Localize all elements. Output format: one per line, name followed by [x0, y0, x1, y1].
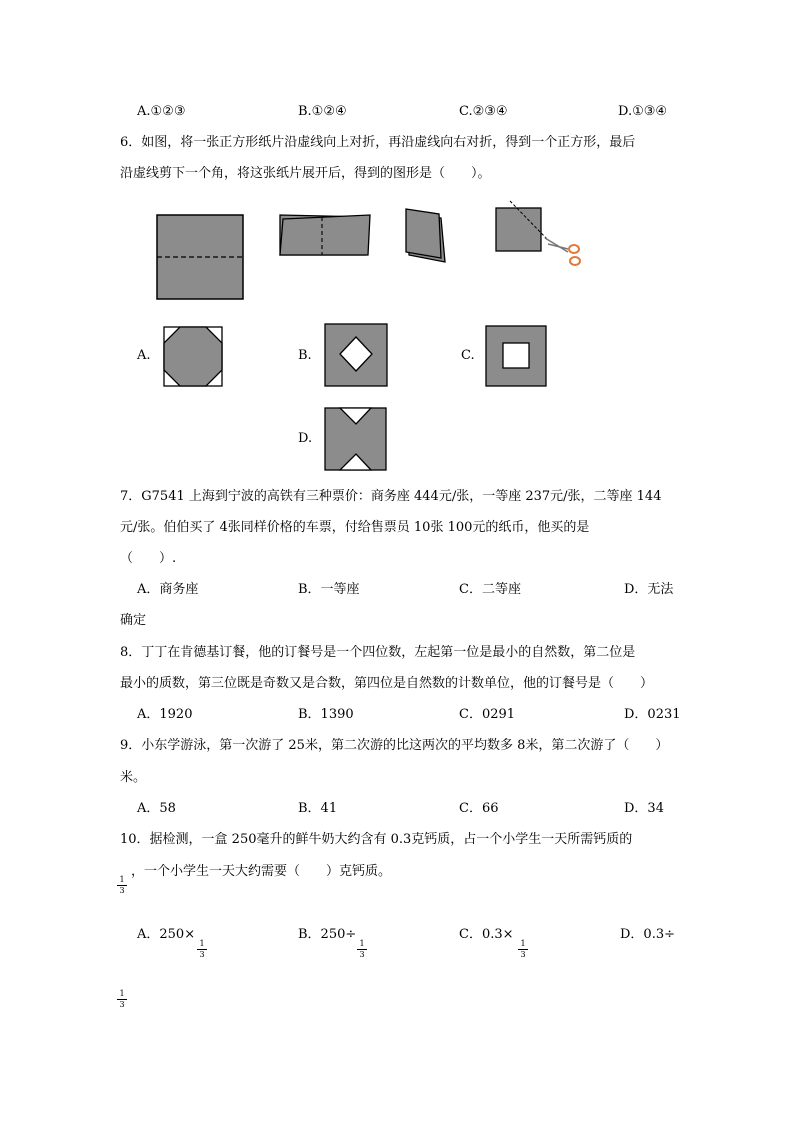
q5-option-a: A.①②③ — [137, 104, 186, 119]
q8-option-b: B．1390 — [298, 707, 354, 722]
q10-option-c-fraction: 1 3 — [518, 940, 528, 959]
folded-twice-figure — [406, 209, 445, 262]
q9-text-line1: 9．小东学游泳，第一次游了 25米，第二次游的比这两次的平均数多 8米，第二次游了（ ） — [120, 738, 669, 753]
q10-fraction: 1 3 — [117, 876, 127, 895]
q8-text-line2: 最小的质数，第三位既是奇数又是合数，第四位是自然数的计数单位，他的订餐号是（ ） — [120, 676, 654, 691]
option-b-figure — [325, 324, 387, 386]
q9-option-b: B．41 — [298, 801, 338, 816]
q10-option-c: C．0.3× — [459, 927, 514, 942]
q10-text-line2: ，一个小学生一天大约需要（ ）克钙质。 — [131, 864, 392, 879]
q7-option-a: A．商务座 — [137, 582, 199, 597]
cut-corner-figure — [496, 201, 580, 265]
q10-option-b-fraction: 1 3 — [357, 940, 367, 959]
q5-option-c: C.②③④ — [459, 104, 508, 119]
option-c-figure — [486, 326, 546, 386]
q5-option-d: D.①③④ — [618, 104, 668, 119]
folded-once-figure — [280, 215, 370, 255]
q9-text-line2: 米。 — [120, 770, 147, 785]
q7-text-line1: 7．G7541 上海到宁波的高铁有三种票价：商务座 444元/张，一等座 237元/张，二等座 144 — [120, 489, 662, 504]
q8-option-c: C．0291 — [459, 707, 516, 722]
q10-text-line1: 10．据检测，一盒 250毫升的鲜牛奶大约含有 0.3克钙质，占一个小学生一天所需钙质的 — [120, 832, 633, 847]
q10-option-d-fraction: 1 3 — [117, 990, 127, 1009]
q9-option-d: D．34 — [624, 801, 664, 816]
q5-option-b: B.①②④ — [298, 104, 347, 119]
q8-option-d: D．0231 — [624, 707, 681, 722]
q6-option-b-label: B. — [298, 348, 312, 363]
q7-text-line3: （ ）. — [120, 551, 177, 566]
q10-option-d: D．0.3÷ — [620, 927, 675, 942]
q8-option-a: A．1920 — [137, 707, 193, 722]
q7-option-d-wrap: 确定 — [120, 613, 147, 628]
paper-square-figure — [157, 215, 243, 299]
q6-option-d-label: D. — [298, 431, 313, 446]
q7-option-c: C．二等座 — [459, 582, 521, 597]
q6-text-line1: 6．如图，将一张正方形纸片沿虚线向上对折，再沿虚线向右对折，得到一个正方形，最后 — [120, 135, 636, 150]
scissors-icon — [545, 238, 580, 265]
q7-option-b: B．一等座 — [298, 582, 360, 597]
q10-option-a: A．250× — [137, 927, 196, 942]
q8-text-line1: 8．丁丁在肯德基订餐，他的订餐号是一个四位数，左起第一位是最小的自然数，第二位是 — [120, 645, 636, 660]
q9-option-a: A．58 — [137, 801, 176, 816]
q6-option-c-label: C. — [461, 348, 475, 363]
q6-option-a-label: A. — [137, 348, 151, 363]
option-d-figure — [325, 408, 386, 470]
q10-option-b: B．250÷ — [298, 927, 357, 942]
q7-text-line2: 元/张。伯伯买了 4张同样价格的车票，付给售票员 10张 100元的纸币，他买的是 — [120, 520, 590, 535]
q9-option-c: C．66 — [459, 801, 499, 816]
q10-option-a-fraction: 1 3 — [197, 940, 207, 959]
q7-option-d: D．无法 — [624, 582, 674, 597]
q6-text-line2: 沿虚线剪下一个角，将这张纸片展开后，得到的图形是（ ）。 — [120, 166, 491, 181]
option-a-figure — [164, 327, 222, 386]
